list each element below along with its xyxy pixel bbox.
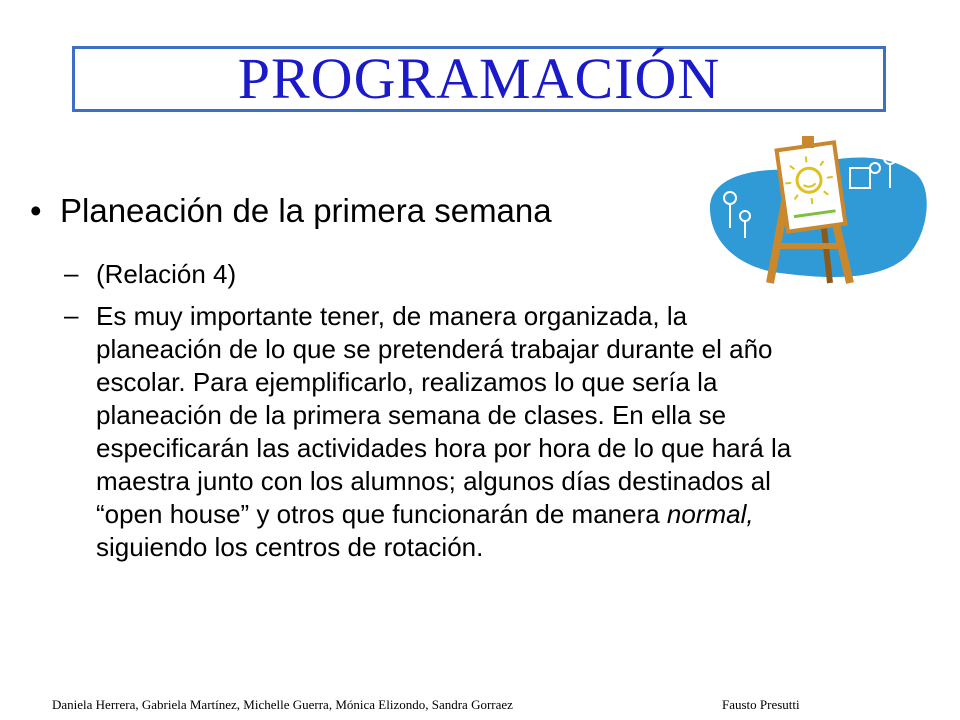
bullet-text: Planeación de la primera semana (60, 192, 552, 229)
paragraph-text-end: siguiendo los centros de rotación. (96, 532, 484, 562)
sub-item-text: (Relación 4) (96, 259, 237, 289)
bullet-dot-icon: • (30, 192, 42, 229)
footer-authors: Daniela Herrera, Gabriela Martínez, Michelle Guerra, Mónica Elizondo, Sandra Gorraez (52, 697, 513, 712)
dash-icon: – (64, 300, 79, 330)
bullet-item (30, 192, 552, 230)
dash-icon: – (64, 258, 79, 288)
sub-item-paragraph (96, 300, 796, 564)
footer-name: Fausto Presutti (722, 697, 800, 712)
page-title: PROGRAMACIÓN (237, 46, 721, 111)
sub-item-2 (64, 300, 796, 564)
paragraph-text: Es muy importante tener, de manera organizada, la planeación de lo que se pretenderá trabajar durante el año escolar. Para ejemplificarlo, realizamos lo que sería la planeación de la primera semana de clases. En ella se especificarán las actividades hora por hora de lo que hará la maestra junto con los alumnos; algunos días destinados al “open house” y otros que funcionarán de manera (96, 301, 792, 529)
title-box (72, 46, 886, 112)
easel-clipart (700, 128, 930, 288)
sub-item-1 (64, 258, 236, 291)
paragraph-italic: normal, (666, 499, 754, 529)
